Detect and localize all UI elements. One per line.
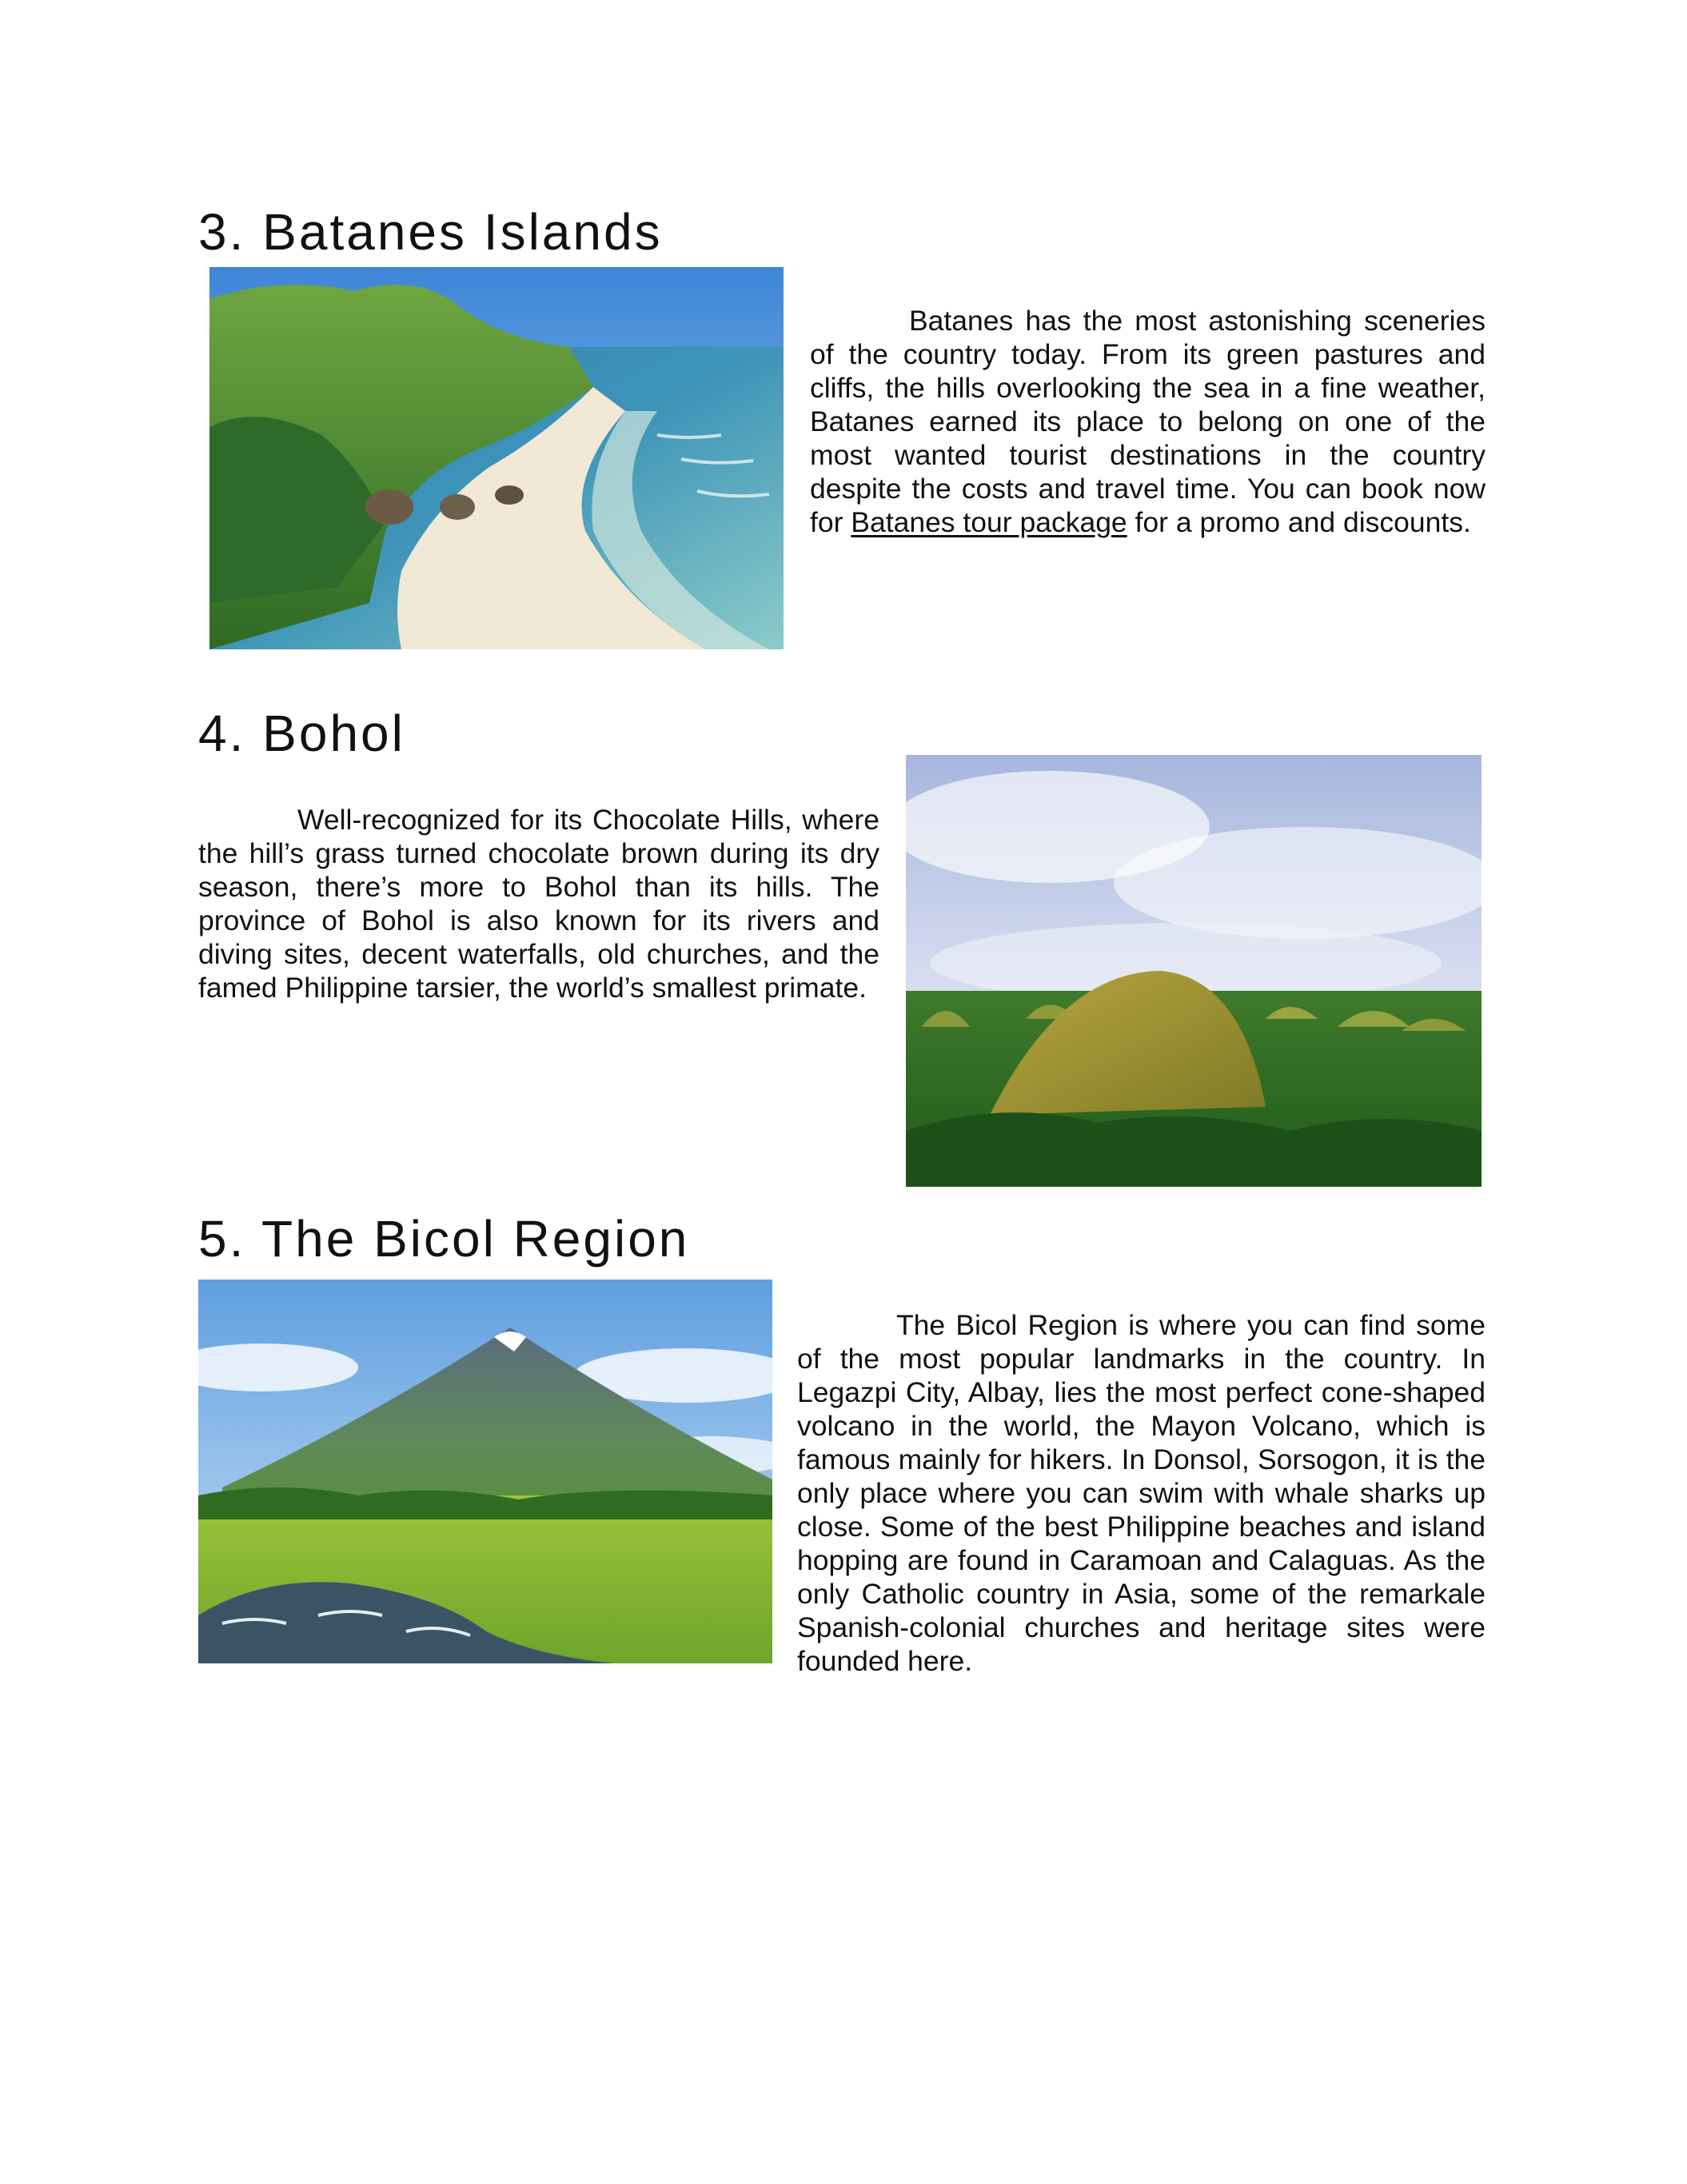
mayon-volcano-photo [198,1280,772,1663]
bohol-paragraph: Well-recognized for its Chocolate Hills, where the hill’s grass turned chocolate brown during its dry season, there’s more to Bohol than its hills. The province of Bohol is also known for its rivers and diving sites, decent waterfalls, old churches, and the famed Philippine tarsier, the world’s smallest primate. [198,804,879,1004]
batanes-paragraph-text: Batanes has the most astonishing sceneries of the country today. From its green pastures and cliffs, the hills overlooking the sea in a fine weather, Batanes earned its place to belong on one of the most wanted tourist destinations in the country despite the costs and travel time. You can book now for [810,305,1486,538]
batanes-photo [209,267,784,649]
batanes-paragraph-end: for a promo and discounts. [1127,506,1471,538]
section-heading-bicol: 5. The Bicol Region [198,1210,690,1268]
section-heading-bohol: 4. Bohol [198,705,405,762]
bicol-paragraph: The Bicol Region is where you can find some of the most popular landmarks in the country. In Legazpi City, Albay, lies the most perfect cone-shaped volcano in the world, the Mayon Volcano, which is famous mainly for hikers. In Donsol, Sorsogon, it is the only place where you can swim with whale sharks up close. Some of the best Philippine beaches and island hopping are found in Caramoan and Calaguas. As the only Catholic country in Asia, some of the remarkale Spanish-colonial churches and heritage sites were founded here. [797,1309,1486,1677]
bohol-chocolate-hills-photo [906,755,1482,1187]
batanes-paragraph [810,304,1486,539]
section-heading-batanes: 3. Batanes Islands [198,203,663,261]
batanes-tour-package-link[interactable]: Batanes tour package [851,506,1127,538]
